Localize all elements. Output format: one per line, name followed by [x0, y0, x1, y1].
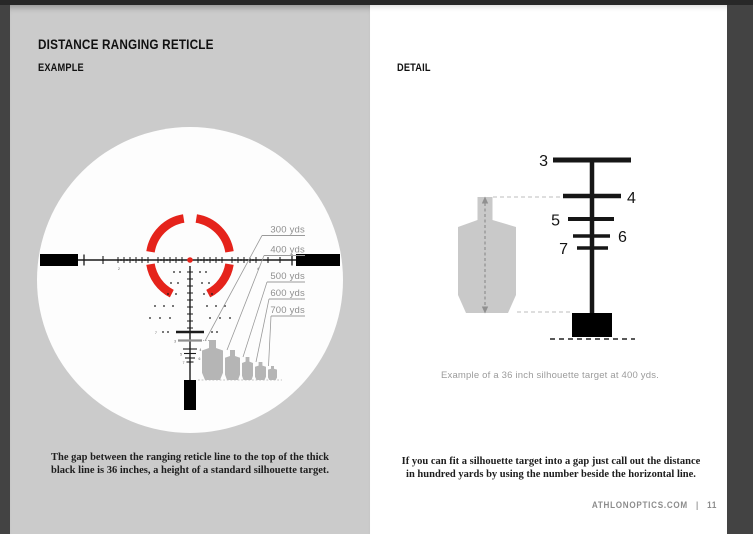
- range-label-700: 700 yds: [270, 305, 305, 316]
- example-scope-view: [37, 127, 343, 433]
- reticle-bottom-post: [184, 380, 196, 410]
- example-section-heading: EXAMPLE: [38, 62, 84, 74]
- tree-bar-label-6: 6: [198, 357, 201, 361]
- mil-label-left: 2: [118, 267, 120, 271]
- example-body-line-1: The gap between the ranging reticle line to the top of the thick: [50, 452, 330, 463]
- detail-bar-label-5: 5: [551, 212, 560, 230]
- page-title: DISTANCE RANGING RETICLE: [38, 36, 214, 52]
- tree-bar-label-4: 4: [199, 348, 202, 352]
- example-body-line-2: black line is 36 inches, a height of a standard silhouette target.: [51, 465, 329, 476]
- tree-bar-label-7: 7: [182, 361, 185, 365]
- detail-bar-label-7: 7: [559, 241, 568, 258]
- example-body-text: [20, 451, 360, 477]
- detail-silhouette-target: [458, 197, 516, 313]
- range-label-400: 400 yds: [270, 244, 305, 256]
- range-label-600: 600 yds: [270, 288, 305, 299]
- page-footer: [592, 500, 717, 510]
- detail-section-heading: DETAIL: [397, 62, 431, 74]
- range-label-300: 300 yds: [270, 224, 305, 236]
- footer-page-number: 11: [706, 500, 717, 510]
- tree-bar-label-3: 3: [174, 339, 176, 344]
- reticle-left-post: [40, 254, 78, 266]
- detail-bottom-post: [572, 313, 612, 337]
- detail-body-line-1: If you can fit a silhouette target into a gap just call out the distance: [401, 456, 701, 467]
- tree-scale-label: 7: [155, 331, 157, 335]
- detail-caption: Example of a 36 inch silhouette target at 400 yds.: [440, 370, 660, 381]
- detail-body-line-2: in hundred yards by using the number beside the horizontal line.: [406, 469, 696, 480]
- detail-bar-label-4: 4: [627, 190, 636, 207]
- detail-figure: [458, 153, 636, 339]
- detail-bar-label-6: 6: [618, 229, 627, 246]
- detail-body-text: [378, 455, 724, 481]
- footer-site: ATHLONOPTICS.COM: [591, 500, 688, 510]
- tree-bar-label-5: 5: [180, 352, 182, 357]
- mil-label-right: 4: [257, 267, 259, 271]
- center-dot: [187, 257, 193, 263]
- detail-bar-label-3: 3: [539, 153, 548, 170]
- footer-divider: |: [695, 500, 699, 510]
- range-label-500: 500 yds: [270, 271, 305, 282]
